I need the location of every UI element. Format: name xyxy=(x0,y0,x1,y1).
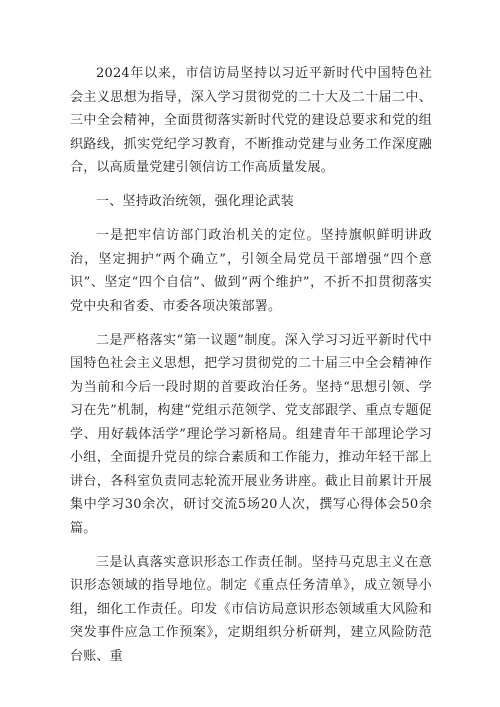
section-heading: 一、坚持政治统领，强化理论武装 xyxy=(96,194,295,209)
intro-paragraph: 2024年以来，市信访局坚持以习近平新时代中国特色社会主义思想为指导，深入学习贯彻党的二十大及二十届二中、三中全会精神，全面贯彻落实新时代党的建设总要求和党的组织路线，抓实党纪学习教育，不断推动党建与业务工作深度融合，以高质量党建引领信访工作高质量发展。 xyxy=(70,66,432,175)
body-paragraph: 三是认真落实意识形态工作责任制。坚持马克思主义在意识形态领域的指导地位。制定《重点任务清单》，成立领导小组，细化工作责任。印发《市信访局意识形态领域重大风险和突发事件应急工作预案》，定期组织分析研判，建立风险防范台账、重 xyxy=(70,554,432,664)
body-paragraph: 一是把牢信访部门政治机关的定位。坚持旗帜鲜明讲政治，坚定拥护“两个确立”，引领全局党员干部增强“四个意识”、坚定“四个自信”、做到“两个维护”，不折不扣贯彻落实党中央和省委、市委各项决策部署。 xyxy=(70,228,432,314)
document-body xyxy=(70,62,432,679)
body-paragraph: 二是严格落实“第一议题”制度。深入学习习近平新时代中国特色社会主义思想，把学习贯彻党的二十届三中全会精神作为当前和今后一段时期的首要政治任务。坚持“思想引领、学习在先”机制，构建“党组示范领学、党支部跟学、重点专题促学、用好载体活学”理论学习新格局。组建青年干部理论学习小组，全面提升党员的综合素质和工作能力，推动年轻干部上讲台，各科室负责同志轮流开展业务讲座。截止目前累计开展集中学习30余次，研讨交流5场20人次，撰写心得体会50余篇。 xyxy=(70,332,432,536)
